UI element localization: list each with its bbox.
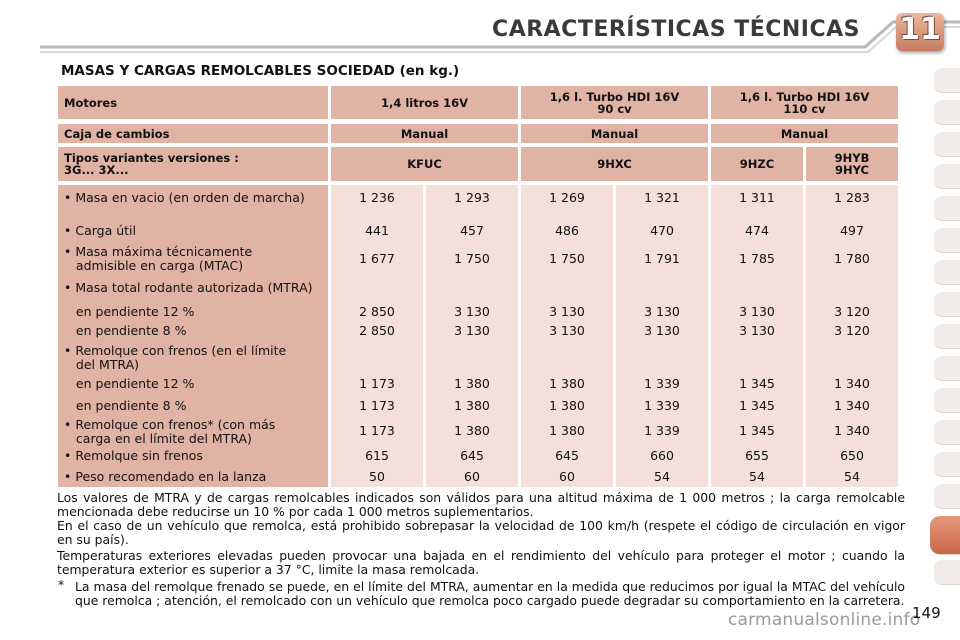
watermark-text: carmanualsonline.info	[728, 610, 921, 630]
footnote-text: La masa del remolque frenado se puede, en el límite del MTRA, aumentar en la medida que reducimos por igual la MTAC del vehículo que remolca ; atención, el remolcado con un vehículo que remolca poco cargado puede degradar su comportamiento en la carretera.	[75, 579, 905, 608]
caja-1	[331, 124, 518, 143]
side-tab[interactable]	[934, 228, 960, 253]
row-value: 1 791	[644, 251, 680, 266]
footnote-mark: *	[58, 577, 65, 592]
row-value: 3 130	[644, 304, 680, 319]
row-value: 1 321	[644, 190, 680, 205]
row-value: 1 339	[644, 376, 680, 391]
side-tab[interactable]	[934, 420, 960, 445]
row-value: 3 120	[834, 323, 870, 338]
side-tab[interactable]	[934, 164, 960, 189]
row-value: 486	[555, 223, 579, 238]
side-tab[interactable]	[934, 132, 960, 157]
row-value: 615	[365, 448, 389, 463]
row-label: • Masa máxima técnicamente admisible en carga (MTAC)	[64, 244, 253, 273]
side-tab[interactable]	[934, 68, 960, 93]
tipo-3-text: 9HZC	[739, 157, 775, 171]
row-value: 1 340	[834, 398, 870, 413]
row-label: • Remolque sin frenos	[64, 448, 203, 463]
row-value: 441	[365, 223, 389, 238]
caja-3-text: Manual	[780, 126, 829, 141]
row-value: 1 380	[549, 398, 585, 413]
page-header-title: CARACTERÍSTICAS TÉCNICAS	[492, 17, 860, 42]
row-value: 54	[749, 469, 765, 484]
row-value: 655	[745, 448, 769, 463]
motor-1-header	[331, 86, 518, 119]
row-value: 650	[840, 448, 864, 463]
row-value: 1 269	[549, 190, 585, 205]
row-value: 1 283	[834, 190, 870, 205]
side-tab[interactable]	[934, 356, 960, 381]
caja-3	[711, 124, 898, 143]
row-value: 3 130	[644, 323, 680, 338]
row-value: 497	[840, 223, 864, 238]
motor-2-header-text: 1,6 l. Turbo HDI 16V 90 cv	[549, 89, 680, 116]
row-value: 1 677	[359, 251, 395, 266]
row-value: 1 236	[359, 190, 395, 205]
row-label: • Remolque con frenos (en el límite del MTRA)	[64, 343, 287, 372]
row-value: 1 173	[359, 423, 395, 438]
row-value: 54	[844, 469, 860, 484]
row-value: 3 130	[549, 304, 585, 319]
row-value: 3 130	[454, 304, 490, 319]
motor-3-header-text: 1,6 l. Turbo HDI 16V 110 cv	[739, 89, 870, 116]
side-tab[interactable]	[934, 260, 960, 285]
row-value: 470	[650, 223, 674, 238]
row-label: • Masa en vacio (en orden de marcha)	[64, 190, 305, 205]
row-label: en pendiente 12 %	[64, 304, 195, 319]
row-value: 457	[460, 223, 484, 238]
row-value: 1 785	[739, 251, 775, 266]
caja-header	[58, 124, 328, 143]
tipo-2-text: 9HXC	[597, 157, 632, 171]
side-tab[interactable]	[934, 560, 960, 585]
row-value: 60	[464, 469, 480, 484]
row-value: 1 345	[739, 398, 775, 413]
row-value: 3 120	[834, 304, 870, 319]
row-value: 1 380	[549, 376, 585, 391]
row-value: 50	[369, 469, 385, 484]
side-tab[interactable]	[934, 484, 960, 509]
tipo-1	[331, 147, 518, 181]
side-tab[interactable]	[934, 452, 960, 477]
row-value: 1 380	[454, 376, 490, 391]
side-tab[interactable]	[934, 292, 960, 317]
tipo-2	[521, 147, 708, 181]
row-value: 1 173	[359, 376, 395, 391]
tipo-3	[711, 147, 803, 181]
row-value: 54	[654, 469, 670, 484]
row-value: 3 130	[739, 323, 775, 338]
row-value: 1 173	[359, 398, 395, 413]
row-value: 1 293	[454, 190, 490, 205]
side-tab[interactable]	[934, 388, 960, 413]
row-value: 1 339	[644, 398, 680, 413]
chapter-number: 11	[899, 12, 941, 47]
row-label: en pendiente 8 %	[64, 398, 187, 413]
note-paragraph: Los valores de MTRA y de cargas remolcables indicados son válidos para una altitud máxima de 1 000 metros ; la carga remolcable mencionada debe reducirse un 10 % por cada 1 000 metros suplementarios.	[57, 490, 905, 519]
tipos-header	[58, 147, 328, 181]
row-value: 1 339	[644, 423, 680, 438]
row-value: 1 340	[834, 376, 870, 391]
row-label: • Peso recomendado en la lanza	[64, 469, 267, 484]
row-value: 1 345	[739, 423, 775, 438]
motor-1-header-text: 1,4 litros 16V	[380, 95, 469, 110]
motor-2-header	[521, 86, 708, 119]
row-value: 1 750	[454, 251, 490, 266]
row-value: 1 380	[549, 423, 585, 438]
side-tab[interactable]	[934, 100, 960, 125]
side-tab[interactable]	[934, 196, 960, 221]
row-value: 660	[650, 448, 674, 463]
row-value: 1 380	[454, 398, 490, 413]
page-number: 149	[912, 604, 941, 622]
caja-header-text: Caja de cambios	[64, 126, 170, 141]
row-value: 474	[745, 223, 769, 238]
row-value: 1 380	[454, 423, 490, 438]
tipos-header-text: Tipos variantes versiones : 3G... 3X...	[64, 151, 239, 177]
row-label: en pendiente 8 %	[64, 323, 187, 338]
motores-header	[58, 86, 328, 119]
row-value: 3 130	[549, 323, 585, 338]
note-paragraph: En el caso de un vehículo que remolca, está prohibido sobrepasar la velocidad de 100 km/h (respete el código de circulación en vigor en su país).	[57, 518, 905, 547]
row-value: 2 850	[359, 304, 395, 319]
tipo-4-text: 9HYB 9HYC	[834, 151, 870, 177]
caja-2-text: Manual	[590, 126, 639, 141]
row-label: en pendiente 12 %	[64, 376, 195, 391]
row-value: 1 345	[739, 376, 775, 391]
row-value: 1 311	[739, 190, 775, 205]
caja-2	[521, 124, 708, 143]
row-label: • Masa total rodante autorizada (MTRA)	[64, 280, 313, 295]
row-label: • Carga útil	[64, 223, 136, 238]
side-tab-active[interactable]	[930, 516, 960, 555]
row-value: 3 130	[739, 304, 775, 319]
row-value: 1 780	[834, 251, 870, 266]
caja-1-text: Manual	[400, 126, 449, 141]
row-label: • Remolque con frenos* (con más carga en el límite del MTRA)	[64, 417, 276, 446]
motor-3-header	[711, 86, 898, 119]
row-value: 645	[555, 448, 579, 463]
tipo-1-text: KFUC	[407, 157, 442, 171]
row-value: 2 850	[359, 323, 395, 338]
side-tab[interactable]	[934, 324, 960, 349]
row-value: 1 340	[834, 423, 870, 438]
note-paragraph: Temperaturas exteriores elevadas pueden provocar una bajada en el rendimiento del vehículo para proteger el motor ; cuando la temperatura exterior es superior a 37 °C, limite la masa remolcada.	[57, 548, 905, 577]
row-value: 645	[460, 448, 484, 463]
section-title: MASAS Y CARGAS REMOLCABLES SOCIEDAD (en kg.)	[61, 63, 460, 79]
row-value: 60	[559, 469, 575, 484]
row-value: 1 750	[549, 251, 585, 266]
row-value: 3 130	[454, 323, 490, 338]
motores-header-text: Motores	[64, 95, 118, 110]
tipo-4	[806, 147, 898, 181]
